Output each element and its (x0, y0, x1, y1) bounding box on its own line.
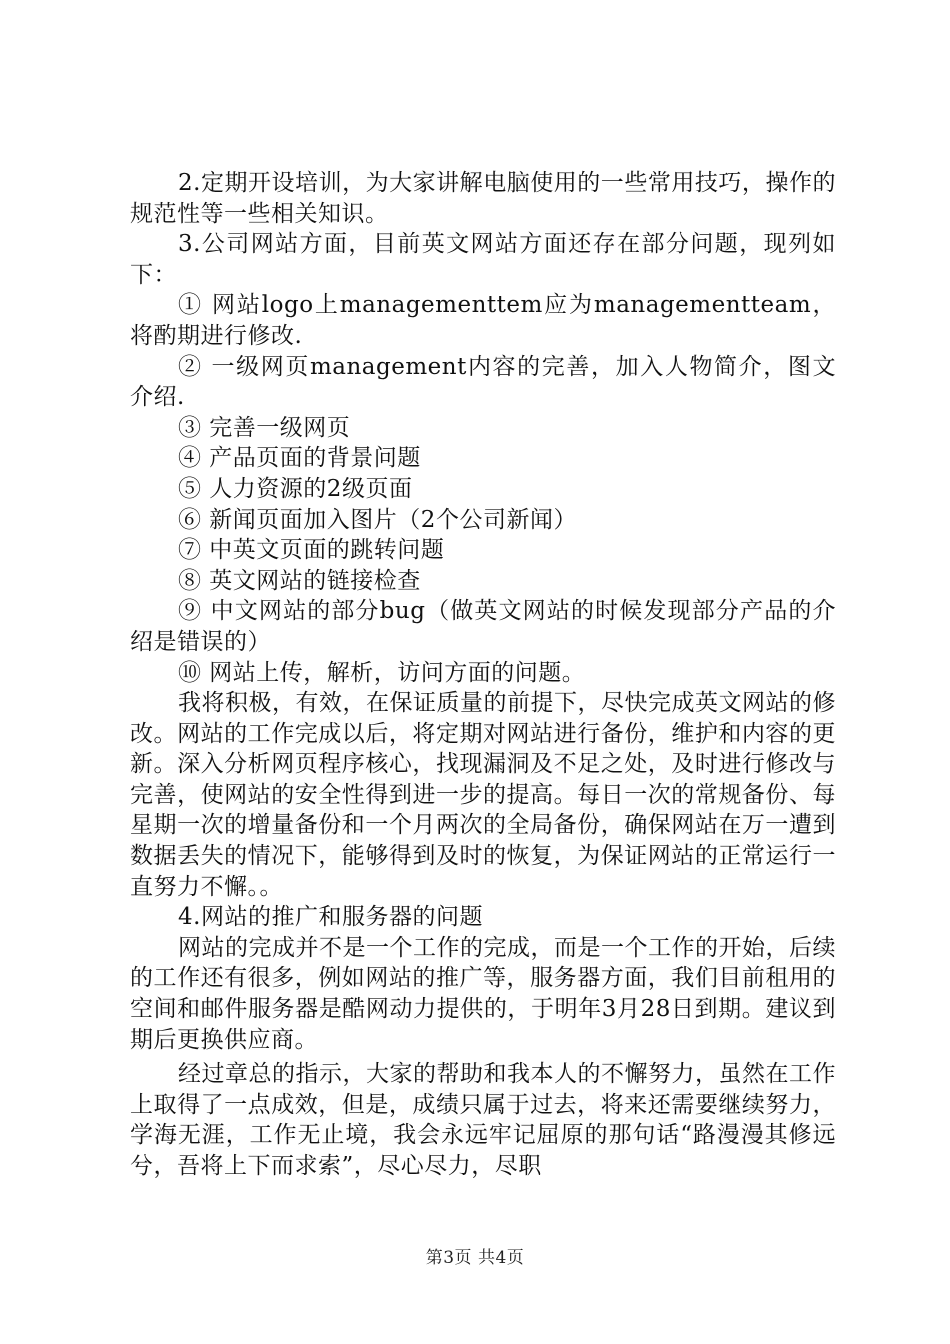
list-item: ④ 产品页面的背景问题 (178, 445, 421, 472)
list-item: ⑩ 网站上传，解析，访问方面的问题。 (178, 659, 586, 686)
paragraph-commitment: 我将积极，有效，在保证质量的前提下，尽快完成英文网站的修改。网站的工作完成以后，将定期对网站进行备份，维护和内容的更新。深入分析网页程序核心，找现漏洞及不足之处，及时进行修改与完善，使网站的安全性得到进一步的提高。每日一次的常规备份、每星期一次的增量备份和一个月两次的全局备份，确保网站在万一遭到数据丢失的情况下，能够得到及时的恢复，为保证网站的正常运行一直努力不懈。。 (130, 690, 836, 900)
list-item: ⑧ 英文网站的链接检查 (178, 567, 421, 594)
section-heading-promotion: 4.网站的推广和服务器的问题 (178, 904, 483, 931)
list-item: ⑨ 中文网站的部分bug（做英文网站的时候发现部分产品的介绍是错误的） (130, 598, 836, 655)
paragraph-conclusion: 经过章总的指示，大家的帮助和我本人的不懈努力，虽然在工作上取得了一点成效，但是，成绩只属于过去，将来还需要继续努力，学海无涯，工作无止境，我会永远牢记屈原的那句话“路漫漫其修远兮，吾将上下而求索”，尽心尽力，尽职 (130, 1061, 836, 1179)
list-item: ⑦ 中英文页面的跳转问题 (178, 537, 445, 564)
page-footer: 第3页 共4页 (425, 1248, 525, 1268)
paragraph-website-issues: 3.公司网站方面，目前英文网站方面还存在部分问题，现列如下： (130, 231, 836, 288)
list-item: ① 网站logo上managementtem应为managementteam，将酌期进行修改. (130, 292, 836, 349)
paragraph-promotion: 网站的完成并不是一个工作的完成，而是一个工作的开始，后续的工作还有很多，例如网站的推广等，服务器方面，我们目前租用的空间和邮件服务器是酷网动力提供的，于明年3月28日到期。建议到期后更换供应商。 (130, 934, 836, 1053)
list-item: ③ 完善一级网页 (178, 414, 351, 441)
list-item: ② 一级网页management内容的完善，加入人物简介，图文介绍. (130, 353, 836, 411)
paragraph-training: 2.定期开设培训，为大家讲解电脑使用的一些常用技巧，操作的规范性等一些相关知识。 (130, 170, 836, 227)
list-item: ⑥ 新闻页面加入图片（2个公司新闻） (178, 506, 577, 533)
list-item: ⑤ 人力资源的2级页面 (178, 475, 413, 502)
document-body (130, 168, 836, 1182)
